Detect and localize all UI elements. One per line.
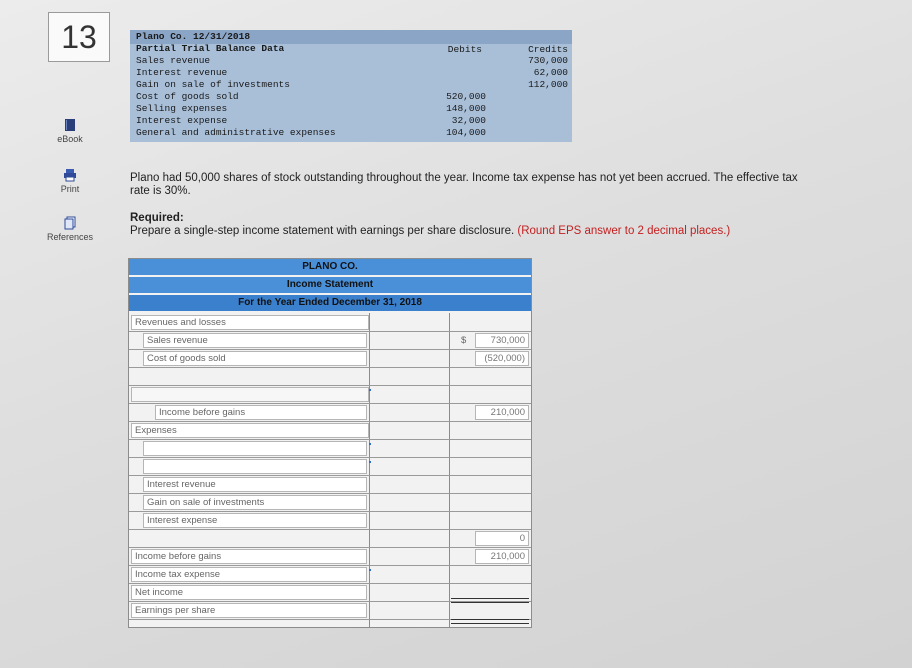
input-marker [369, 461, 371, 463]
tb-row-debit: 520,000 [446, 91, 486, 102]
instruction-text: Prepare a single-step income statement with earnings per share disclosure. [130, 225, 515, 237]
income-statement-form [128, 258, 532, 628]
input-marker [369, 389, 371, 391]
tb-row-label: Cost of goods sold [136, 91, 239, 102]
problem-line-1: Plano had 50,000 shares of stock outstanding throughout the year. Income tax expense has not yet been accrued. The effective tax [130, 172, 798, 184]
instruction-note: (Round EPS answer to 2 decimal places.) [517, 225, 731, 237]
tb-row-label: Sales revenue [136, 55, 211, 66]
tb-row-credit: 730,000 [528, 55, 568, 66]
input-marker [369, 569, 371, 571]
question-number: 13 [48, 12, 110, 62]
problem-text [130, 172, 890, 198]
double-underline [451, 619, 529, 624]
trial-balance-table [130, 30, 572, 142]
printer-icon [63, 168, 77, 182]
ebook-label: eBook [57, 134, 83, 144]
references-button[interactable] [40, 216, 100, 242]
trial-balance-title: Plano Co. 12/31/2018 [136, 31, 251, 42]
interest-revenue-field[interactable]: Interest revenue [143, 477, 367, 492]
tb-row-label: Gain on sale of investments [136, 79, 290, 90]
print-label: Print [60, 184, 80, 194]
required-block [130, 212, 730, 238]
table-row [129, 367, 531, 386]
statement-title: Income Statement [129, 277, 531, 293]
expense-line-field[interactable] [143, 459, 367, 474]
tb-row-credit: 112,000 [528, 79, 568, 90]
net-income-field[interactable]: Net income [131, 585, 367, 600]
income-tax-field[interactable]: Income tax expense [131, 567, 367, 582]
subtotal-value[interactable]: 0 [475, 531, 529, 546]
trial-balance-subtitle: Partial Trial Balance Data [136, 43, 285, 54]
tb-row-label: Interest expense [136, 115, 228, 126]
tb-row-credit: 62,000 [533, 67, 568, 78]
double-underline [451, 598, 529, 603]
references-icon [63, 216, 77, 230]
references-label: References [46, 232, 94, 242]
gain-on-sale-field[interactable]: Gain on sale of investments [143, 495, 367, 510]
cogs-value[interactable]: (520,000) [475, 351, 529, 366]
eps-field[interactable]: Earnings per share [131, 603, 367, 618]
interest-expense-field[interactable]: Interest expense [143, 513, 367, 528]
tb-row-label: General and administrative expenses [136, 127, 336, 138]
sales-revenue-field[interactable]: Sales revenue [143, 333, 367, 348]
expenses-header-field[interactable]: Expenses [131, 423, 369, 438]
statement-company: PLANO CO. [129, 259, 531, 275]
income-before-gains-value-2[interactable]: 210,000 [475, 549, 529, 564]
problem-line-2: rate is 30%. [130, 185, 191, 197]
debits-header: Debits [447, 44, 482, 55]
ebook-button[interactable] [40, 118, 100, 144]
income-before-gains-field[interactable]: Income before gains [155, 405, 367, 420]
statement-period: For the Year Ended December 31, 2018 [129, 295, 531, 311]
table-row [129, 529, 531, 548]
sales-revenue-value[interactable]: 730,000 [475, 333, 529, 348]
tb-row-debit: 104,000 [446, 127, 486, 138]
tb-row-debit: 32,000 [451, 115, 486, 126]
input-marker [369, 443, 371, 445]
income-before-gains-value[interactable]: 210,000 [475, 405, 529, 420]
tb-row-label: Interest revenue [136, 67, 228, 78]
book-icon [63, 118, 77, 132]
sidebar [0, 0, 112, 668]
print-button[interactable] [40, 168, 100, 194]
cogs-field[interactable]: Cost of goods sold [143, 351, 367, 366]
tb-row-label: Selling expenses [136, 103, 228, 114]
expense-line-field[interactable] [143, 441, 367, 456]
dollar-sign: $ [461, 335, 467, 346]
revenues-header-field[interactable]: Revenues and losses [131, 315, 369, 330]
blank-label-field[interactable] [131, 387, 369, 402]
credits-header: Credits [528, 44, 568, 55]
income-before-gains-field-2[interactable]: Income before gains [131, 549, 367, 564]
tb-row-debit: 148,000 [446, 103, 486, 114]
required-label: Required: [130, 212, 184, 224]
